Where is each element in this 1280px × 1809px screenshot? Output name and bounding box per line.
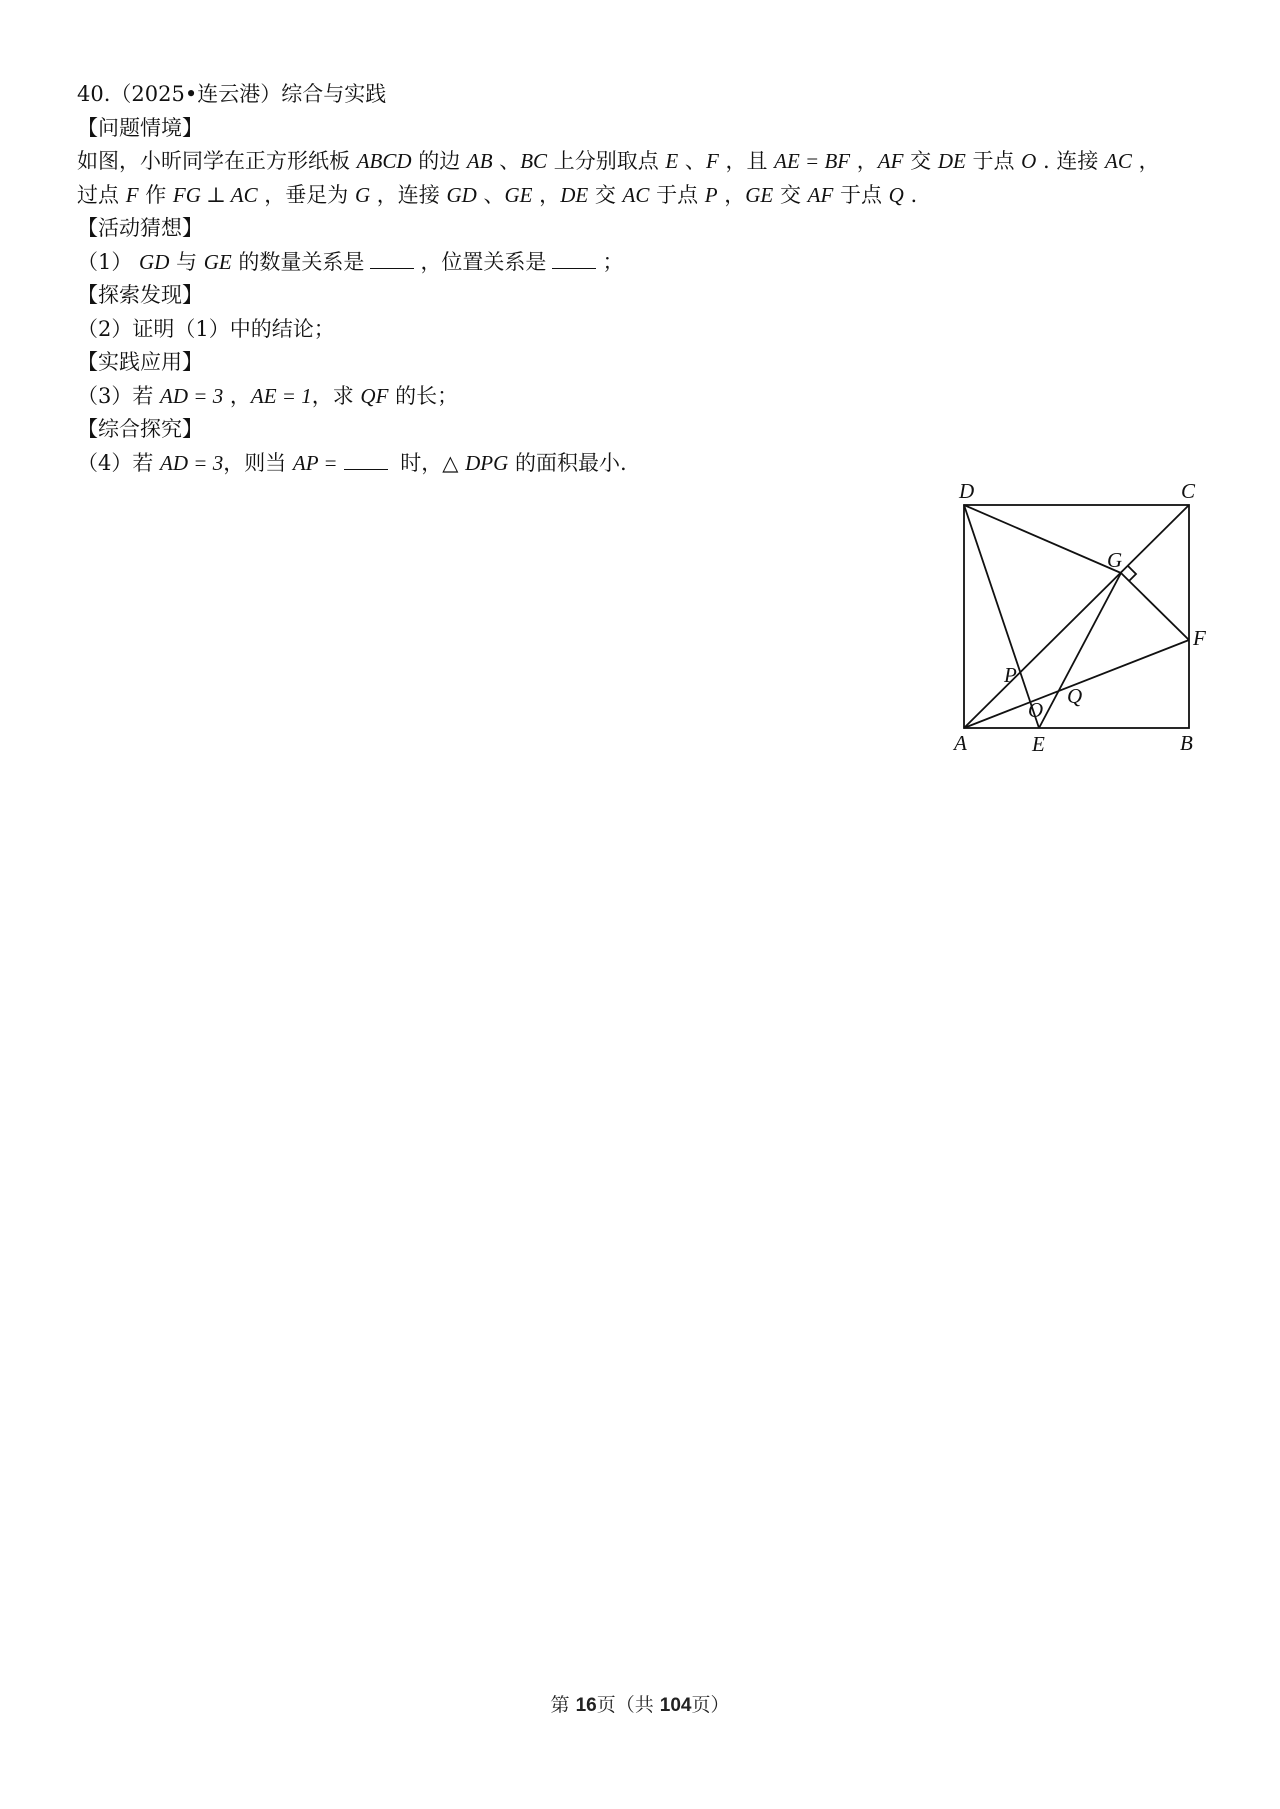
intro-line-2	[77, 179, 1207, 213]
page-number: 16	[575, 1695, 597, 1716]
question-1	[77, 246, 1207, 280]
math-af: AF	[877, 149, 904, 173]
question-text: （3）若	[77, 383, 161, 408]
footer-prefix: 第	[550, 1694, 576, 1716]
intro-text: 、	[492, 149, 521, 173]
footer-suffix: 页）	[691, 1694, 730, 1716]
label-c: C	[1181, 479, 1196, 503]
intro-text: ，且	[718, 149, 775, 173]
answer-blank-quantity[interactable]	[370, 250, 414, 269]
section-explore	[77, 279, 1207, 313]
intro-text: 、	[678, 149, 706, 173]
right-angle-mark	[1128, 566, 1136, 581]
square-diagram	[948, 478, 1212, 758]
math-g: G	[354, 182, 371, 207]
intro-text: 于点	[965, 149, 1022, 173]
math-bc: BC	[520, 149, 548, 173]
section-situation-label: 【问题情境】	[77, 115, 203, 140]
math-ad-3: AD = 3	[160, 450, 224, 475]
math-ge: GE	[745, 182, 774, 207]
math-de: DE	[937, 149, 966, 173]
math-af: AF	[807, 182, 834, 207]
intro-text: . 连接	[1036, 149, 1106, 173]
intro-text: 上分别取点	[547, 149, 666, 173]
question-text: ，	[223, 383, 251, 408]
label-g: G	[1107, 548, 1123, 572]
section-practice	[77, 346, 1207, 380]
intro-line-1	[77, 145, 1207, 179]
question-text: 的数量关系是	[231, 249, 365, 274]
math-ge: GE	[504, 182, 533, 207]
math-p: P	[704, 182, 718, 207]
label-d: D	[959, 479, 975, 503]
math-f: F	[705, 149, 719, 173]
math-de: DE	[560, 182, 589, 207]
answer-blank-ap[interactable]	[344, 451, 388, 470]
label-o: O	[1028, 698, 1044, 722]
math-ac: AC	[1105, 149, 1132, 173]
label-b: B	[1180, 731, 1193, 755]
intro-text: 交	[588, 182, 623, 207]
intro-text: 过点	[77, 182, 126, 207]
math-ad-3: AD = 3	[160, 383, 224, 408]
math-gd: GD	[446, 182, 477, 207]
intro-text: ，	[532, 182, 561, 207]
question-text: ；	[602, 249, 624, 274]
question-text: 时，△	[393, 450, 466, 475]
question-text: 与	[169, 249, 204, 274]
math-ae-bf: AE = BF	[774, 149, 851, 173]
question-text: 的长；	[388, 383, 459, 408]
question-4	[77, 447, 1207, 481]
section-comprehensive	[77, 413, 1207, 447]
question-2	[77, 313, 1207, 347]
intro-text: 交	[773, 182, 808, 207]
intro-text: 于点	[649, 182, 705, 207]
section-conjecture	[77, 212, 1207, 246]
question-text: （4）若	[77, 450, 161, 475]
segment-fg	[1121, 573, 1189, 640]
math-fg-perp-ac: FG ⊥ AC	[172, 182, 258, 207]
intro-text: .	[903, 182, 918, 207]
segment-dg	[964, 505, 1121, 573]
math-o: O	[1021, 149, 1037, 173]
section-explore-label: 【探索发现】	[77, 283, 203, 307]
intro-text: 于点	[833, 182, 889, 207]
intro-text: 作	[138, 182, 173, 207]
section-comprehensive-label: 【综合探究】	[77, 417, 203, 441]
label-q: Q	[1067, 684, 1083, 708]
intro-text: 的边	[411, 149, 467, 173]
section-situation	[77, 112, 1207, 146]
intro-text: ，连接	[370, 182, 447, 207]
math-ae-1: AE = 1	[250, 383, 312, 408]
intro-text: 如图，小昕同学在正方形纸板	[77, 149, 357, 173]
page-footer	[0, 1690, 1280, 1717]
math-qf: QF	[360, 383, 389, 408]
question-text: ，求	[311, 383, 361, 408]
math-e: E	[665, 149, 679, 173]
intro-text: ，	[717, 182, 746, 207]
intro-text: ，	[1131, 149, 1160, 173]
question-3	[77, 380, 1207, 414]
problem-header	[77, 78, 1207, 112]
label-e: E	[1032, 732, 1045, 756]
intro-text: 交	[903, 149, 938, 173]
math-q: Q	[888, 182, 904, 207]
intro-text: ，垂足为	[257, 182, 355, 207]
problem-header-text: 40.（2025•连云港）综合与实践	[77, 82, 387, 106]
math-ac: AC	[622, 182, 650, 207]
math-dpg: DPG	[465, 450, 509, 475]
math-abcd: ABCD	[356, 149, 412, 173]
question-text: （1）	[77, 249, 140, 274]
intro-text: ，	[850, 149, 878, 173]
label-a: A	[954, 731, 967, 755]
math-ge: GE	[203, 249, 232, 274]
segment-de	[964, 505, 1039, 728]
page-total: 104	[659, 1695, 692, 1716]
question-text: 的面积最小.	[508, 450, 627, 475]
question-text: ，则当	[223, 450, 293, 475]
question-text: （2）证明（1）中的结论；	[77, 316, 335, 341]
intro-text: 、	[476, 182, 505, 207]
geometry-figure	[948, 478, 1212, 758]
section-practice-label: 【实践应用】	[77, 350, 203, 374]
math-f: F	[125, 182, 139, 207]
math-ab: AB	[466, 149, 493, 173]
section-conjecture-label: 【活动猜想】	[77, 216, 203, 240]
question-text: ，位置关系是	[420, 249, 547, 274]
math-ap: AP =	[292, 450, 338, 475]
problem-body	[77, 78, 1207, 480]
math-gd: GD	[139, 249, 170, 274]
label-f: F	[1193, 626, 1206, 650]
label-p: P	[1004, 663, 1017, 687]
answer-blank-position[interactable]	[552, 250, 596, 269]
footer-middle: 页（共	[596, 1694, 660, 1716]
